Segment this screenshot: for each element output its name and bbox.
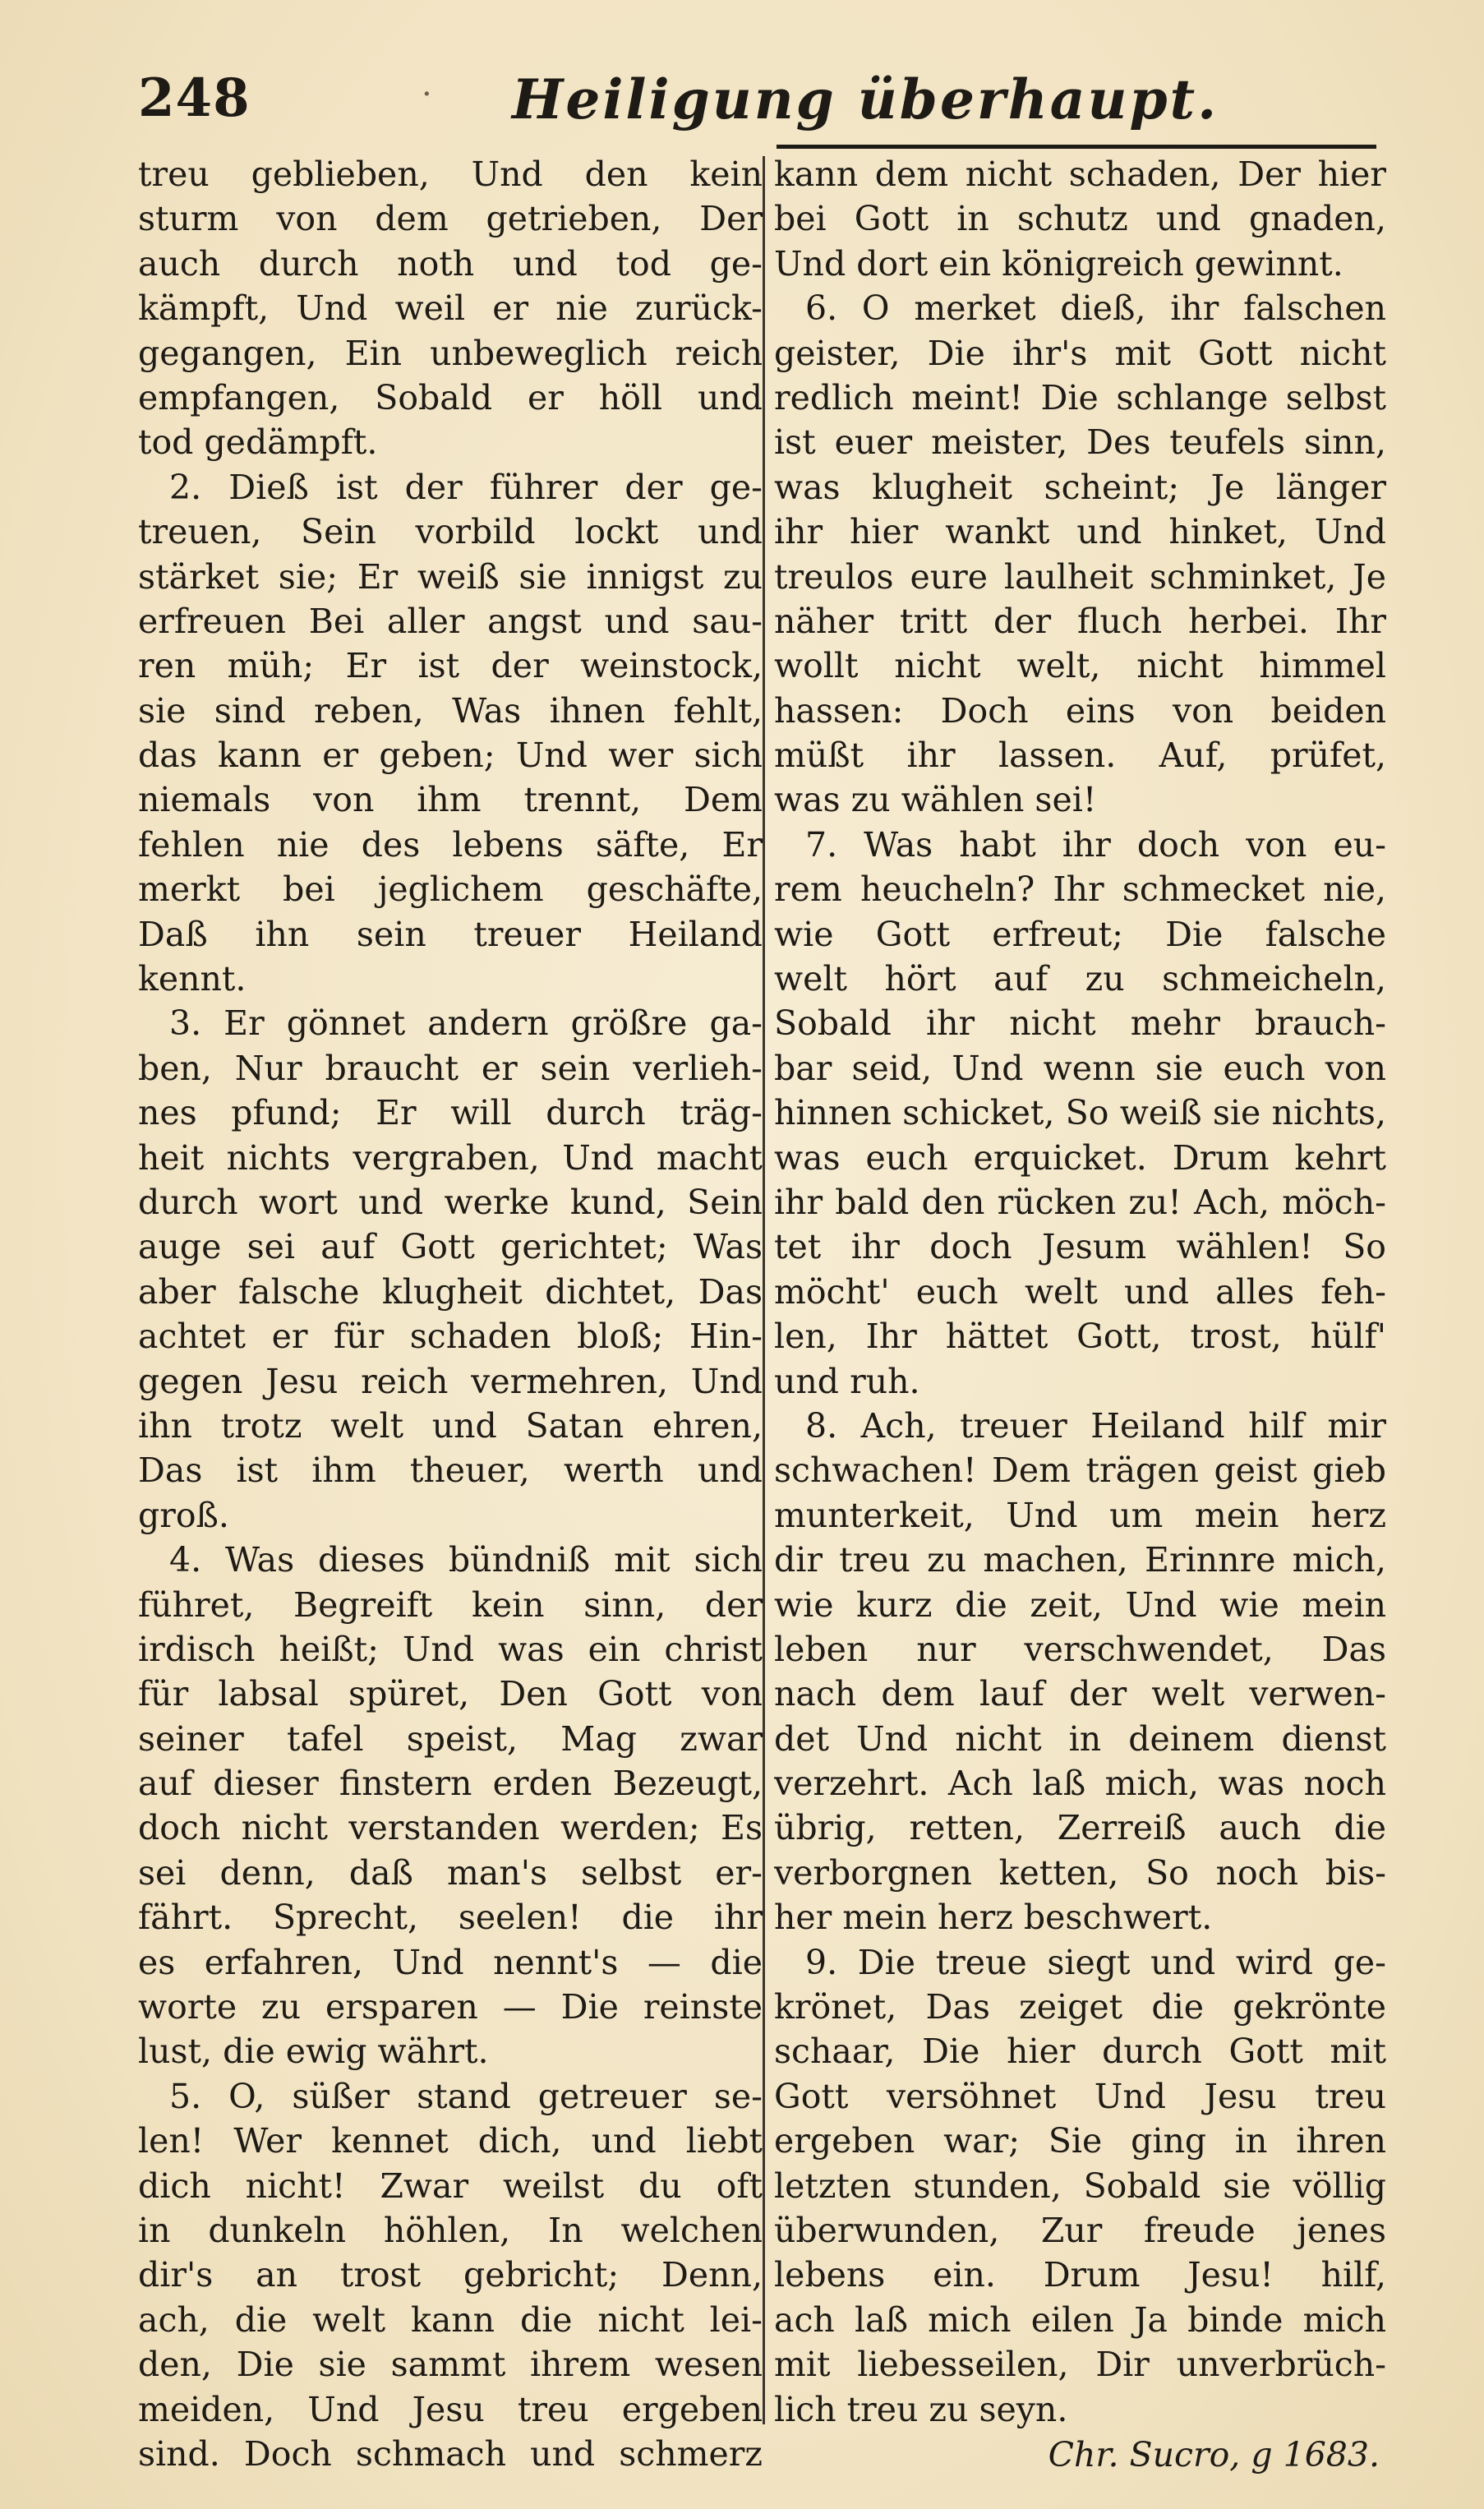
text-line: auch durch noth und tod ge-	[138, 243, 763, 284]
text-line: nach dem lauf der welt verwen-	[774, 1674, 1386, 1714]
text-line: gegangen, Ein unbeweglich reich	[138, 333, 763, 373]
text-line: krönet, Das zeiget die gekrönte	[774, 1987, 1386, 2027]
text-line: niemals von ihm trennt, Dem	[138, 780, 763, 820]
text-line: dich nicht! Zwar weilst du oft	[138, 2165, 763, 2206]
text-line: seiner tafel speist, Mag zwar	[138, 1718, 763, 1759]
text-line: sind. Doch schmach und schmerz	[138, 2433, 763, 2474]
text-line: ben, Nur braucht er sein verlieh-	[138, 1048, 763, 1088]
text-line: schaar, Die hier durch Gott mit	[774, 2032, 1386, 2072]
text-line: ach, die welt kann die nicht lei-	[138, 2299, 763, 2340]
text-line: möcht' euch welt und alles feh-	[774, 1271, 1386, 1312]
text-line: dir's an trost gebricht; Denn,	[138, 2255, 763, 2295]
text-line: Das ist ihm theuer, werth und	[138, 1451, 763, 1491]
text-line: 3. Er gönnet andern größre ga-	[169, 1003, 763, 1044]
text-line: letzten stunden, Sobald sie völlig	[774, 2165, 1386, 2206]
text-line: was klugheit scheint; Je länger	[774, 467, 1386, 507]
text-line: treu geblieben, Und den kein	[138, 155, 763, 194]
text-line: ren müh; Er ist der weinstock,	[138, 646, 763, 686]
text-line: lust, die ewig währt.	[138, 2032, 489, 2072]
text-line: doch nicht verstanden werden; Es	[138, 1808, 763, 1848]
text-line: was euch erquicket. Drum kehrt	[774, 1137, 1386, 1178]
text-line: hassen: Doch eins von beiden	[774, 690, 1386, 731]
text-line: leben nur verschwendet, Das	[774, 1629, 1386, 1669]
text-line: näher tritt der fluch herbei. Ihr	[774, 601, 1386, 641]
page-number: 248	[138, 67, 251, 129]
text-line: rem heucheln? Ihr schmecket nie,	[774, 869, 1386, 910]
text-line: kennt.	[138, 959, 247, 999]
text-line: 7. Was habt ihr doch von eu-	[805, 824, 1386, 865]
text-line: geister, Die ihr's mit Gott nicht	[774, 333, 1386, 373]
text-line: ihr hier wankt und hinket, Und	[774, 512, 1386, 552]
left-column	[138, 152, 763, 2476]
text-line: lebens ein. Drum Jesu! hilf,	[774, 2255, 1386, 2295]
text-line: bei Gott in schutz und gnaden,	[774, 199, 1386, 239]
text-line: verborgnen ketten, So noch bis-	[774, 1852, 1386, 1893]
text-line: aber falsche klugheit dichtet, Das	[138, 1271, 763, 1312]
text-line: schwachen! Dem trägen geist gieb	[774, 1451, 1386, 1491]
text-line: treulos eure laulheit schminket, Je	[774, 556, 1386, 597]
right-column	[774, 152, 1386, 2478]
text-line: wie kurz die zeit, Und wie mein	[774, 1584, 1386, 1625]
text-line: überwunden, Zur freude jenes	[774, 2210, 1386, 2250]
text-line: das kann er geben; Und wer sich	[138, 736, 763, 776]
text-line: 9. Die treue siegt und wird ge-	[805, 1942, 1386, 1982]
column-divider	[763, 156, 765, 2424]
text-line: welt hört auf zu schmeicheln,	[774, 959, 1386, 999]
text-line: ist euer meister, Des teufels sinn,	[774, 422, 1386, 463]
text-line: für labsal spüret, Den Gott von	[138, 1674, 763, 1714]
text-line: munterkeit, Und um mein herz	[774, 1495, 1386, 1535]
text-line: gegen Jesu reich vermehren, Und	[138, 1361, 763, 1401]
text-line: verzehrt. Ach laß mich, was noch	[774, 1764, 1386, 1804]
text-line: irdisch heißt; Und was ein christ	[138, 1629, 763, 1669]
text-line: führet, Begreift kein sinn, der	[138, 1584, 763, 1625]
text-line: achtet er für schaden bloß; Hin-	[138, 1317, 763, 1357]
text-line: und ruh.	[774, 1361, 920, 1401]
text-line: lich treu zu seyn.	[774, 2389, 1068, 2429]
text-line: kann dem nicht schaden, Der hier	[774, 155, 1386, 194]
text-line: 6. O merket dieß, ihr falschen	[805, 288, 1386, 329]
running-title: Heiligung überhaupt.	[512, 67, 1219, 131]
text-line: sturm von dem getrieben, Der	[138, 199, 763, 239]
text-line: übrig, retten, Zerreiß auch die	[774, 1808, 1386, 1848]
text-line: Daß ihn sein treuer Heiland	[138, 914, 763, 954]
header-separator: ·	[422, 76, 432, 113]
text-line: Und dort ein königreich gewinnt.	[774, 243, 1343, 284]
text-line: erfreuen Bei aller angst und sau-	[138, 601, 763, 641]
text-line: ihr bald den rücken zu! Ach, möch-	[774, 1182, 1386, 1222]
text-line: ergeben war; Sie ging in ihren	[774, 2121, 1386, 2161]
text-line: tet ihr doch Jesum wählen! So	[774, 1227, 1386, 1267]
text-line: empfangen, Sobald er höll und	[138, 377, 763, 417]
text-line: her mein herz beschwert.	[774, 1898, 1213, 1938]
text-line: Gott versöhnet Und Jesu treu	[774, 2076, 1386, 2116]
text-line: meiden, Und Jesu treu ergeben	[138, 2389, 763, 2429]
text-line: len, Ihr hättet Gott, trost, hülf'	[774, 1317, 1386, 1357]
text-line: bar seid, Und wenn sie euch von	[774, 1048, 1386, 1088]
text-line: det Und nicht in deinem dienst	[774, 1718, 1386, 1759]
text-line: sei denn, daß man's selbst er-	[138, 1852, 763, 1893]
text-line: 2. Dieß ist der führer der ge-	[169, 467, 763, 507]
text-line: tod gedämpft.	[138, 422, 378, 463]
text-line: was zu wählen sei!	[774, 780, 1097, 820]
text-line: 4. Was dieses bündniß mit sich	[169, 1540, 763, 1580]
text-line: worte zu ersparen — Die reinste	[138, 1987, 763, 2027]
text-line: Sobald ihr nicht mehr brauch-	[774, 1003, 1386, 1044]
text-line: groß.	[138, 1495, 229, 1535]
text-line: len! Wer kennet dich, und liebt	[138, 2121, 763, 2161]
text-line: stärket sie; Er weiß sie innigst zu	[138, 556, 763, 597]
text-line: auf dieser finstern erden Bezeugt,	[138, 1764, 763, 1804]
text-line: ihn trotz welt und Satan ehren,	[138, 1405, 763, 1446]
text-line: durch wort und werke kund, Sein	[138, 1182, 763, 1222]
text-line: es erfahren, Und nennt's — die	[138, 1942, 763, 1982]
text-line: nes pfund; Er will durch träg-	[138, 1093, 763, 1133]
text-line: sie sind reben, Was ihnen fehlt,	[138, 690, 763, 731]
text-line: auge sei auf Gott gerichtet; Was	[138, 1227, 763, 1267]
text-line: fährt. Sprecht, seelen! die ihr	[138, 1898, 763, 1938]
text-line: 8. Ach, treuer Heiland hilf mir	[805, 1405, 1386, 1446]
text-line: hinnen schicket, So weiß sie nichts,	[774, 1093, 1386, 1133]
text-line: ach laß mich eilen Ja binde mich	[774, 2299, 1386, 2340]
text-line: merkt bei jeglichem geschäfte,	[138, 869, 763, 910]
text-line: redlich meint! Die schlange selbst	[774, 377, 1386, 417]
text-line: den, Die sie sammt ihrem wesen	[138, 2345, 763, 2385]
text-line: fehlen nie des lebens säfte, Er	[138, 824, 763, 865]
header-rule	[777, 145, 1376, 149]
page-header	[138, 67, 1379, 141]
author-signature: Chr. Sucro, g 1683.	[1048, 2434, 1380, 2474]
text-line: dir treu zu machen, Erinnre mich,	[774, 1540, 1386, 1580]
text-line: mit liebesseilen, Dir unverbrüch-	[774, 2345, 1386, 2385]
text-line: heit nichts vergraben, Und macht	[138, 1137, 763, 1178]
text-line: treuen, Sein vorbild lockt und	[138, 512, 763, 552]
text-line: wie Gott erfreut; Die falsche	[774, 914, 1386, 954]
text-line: 5. O, süßer stand getreuer se-	[169, 2076, 763, 2116]
text-line: müßt ihr lassen. Auf, prüfet,	[774, 736, 1386, 776]
text-line: kämpft, Und weil er nie zurück-	[138, 288, 763, 329]
text-line: wollt nicht welt, nicht himmel	[774, 646, 1386, 686]
text-line: in dunkeln höhlen, In welchen	[138, 2210, 763, 2250]
